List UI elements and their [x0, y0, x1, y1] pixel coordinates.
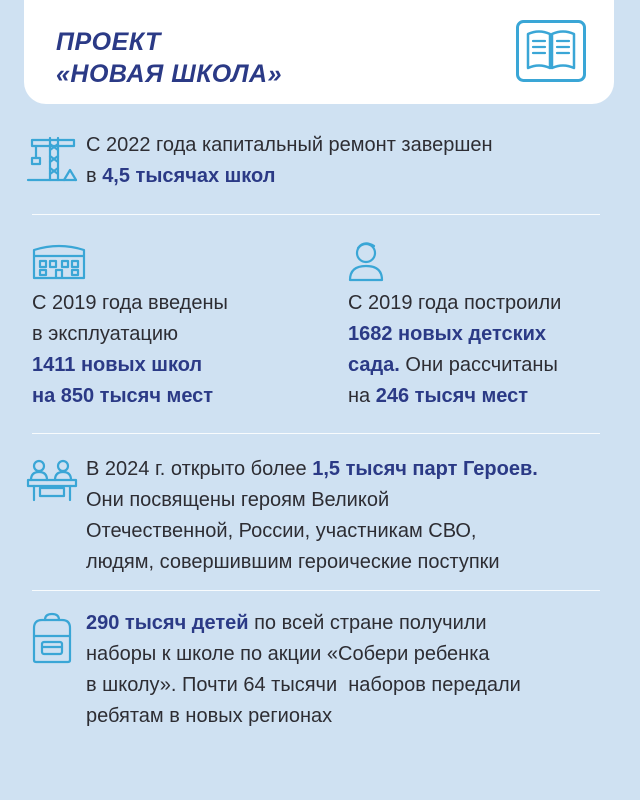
- page-title: [56, 26, 282, 90]
- schools-text: [32, 288, 228, 412]
- backpack-icon: [30, 612, 74, 664]
- desks-highlight: 1,5 тысяч парт Героев.: [312, 458, 538, 480]
- desks-line-1: [86, 454, 538, 485]
- kindergartens-line-3: [348, 350, 561, 381]
- kits-line-4: ребятам в новых регионах: [86, 705, 333, 727]
- kindergartens-highlight-end: сада.: [348, 354, 400, 376]
- desks-line-4: людям, совершившим героические поступки: [86, 551, 500, 573]
- divider: [32, 433, 600, 434]
- desks-text: [86, 454, 538, 578]
- child-icon: [348, 238, 384, 282]
- kits-line-2: наборы к школе по акции «Собери ребенка: [86, 643, 490, 665]
- schools-line-4: [32, 381, 228, 412]
- repair-line-2-prefix: в: [86, 165, 103, 187]
- desks-line-2: Они посвящены героям Великой: [86, 489, 390, 511]
- kindergartens-capacity: 246 тысяч мест: [375, 385, 529, 407]
- kindergartens-line-4: [348, 381, 561, 412]
- crane-icon: [26, 134, 78, 184]
- kindergartens-text: [348, 288, 561, 412]
- kits-line-3: в школу». Почти 64 тысячи наборов передали: [86, 674, 521, 696]
- schools-capacity: на 850 тысяч мест: [32, 385, 214, 407]
- header-card: [24, 0, 614, 104]
- desks-line-1-prefix: В 2024 г. открыто более: [86, 458, 313, 480]
- repair-highlight: 4,5 тысячах школ: [102, 165, 276, 187]
- kits-line-1: [86, 608, 521, 639]
- kits-highlight: 290 тысяч детей: [86, 612, 249, 634]
- kindergartens-line-1: С 2019 года построили: [348, 292, 562, 314]
- title-line-2: «НОВАЯ ШКОЛА»: [56, 60, 282, 88]
- kindergartens-line-3-rest: Они рассчитаны: [399, 354, 558, 376]
- divider: [32, 214, 600, 215]
- school-building-icon: [32, 240, 86, 280]
- schools-line-3: [32, 350, 228, 381]
- desks-line-3: Отечественной, России, участникам СВО,: [86, 520, 477, 542]
- kits-text: [86, 608, 521, 732]
- repair-text: [86, 130, 493, 192]
- kindergartens-highlight: 1682 новых детских: [348, 323, 547, 345]
- repair-line-1: С 2022 года капитальный ремонт завершен: [86, 134, 493, 156]
- title-line-1: ПРОЕКТ: [56, 28, 161, 56]
- book-icon: [516, 20, 586, 82]
- repair-line-2: [86, 161, 493, 192]
- kits-line-1-rest: по всей стране получили: [248, 612, 487, 634]
- schools-line-1: С 2019 года введены: [32, 292, 228, 314]
- schools-line-2: в эксплуатацию: [32, 323, 179, 345]
- kindergartens-line-4-prefix: на: [348, 385, 376, 407]
- desk-icon: [26, 458, 78, 502]
- schools-highlight: 1411 новых школ: [32, 354, 203, 376]
- kindergartens-line-2: [348, 319, 561, 350]
- divider: [32, 590, 600, 591]
